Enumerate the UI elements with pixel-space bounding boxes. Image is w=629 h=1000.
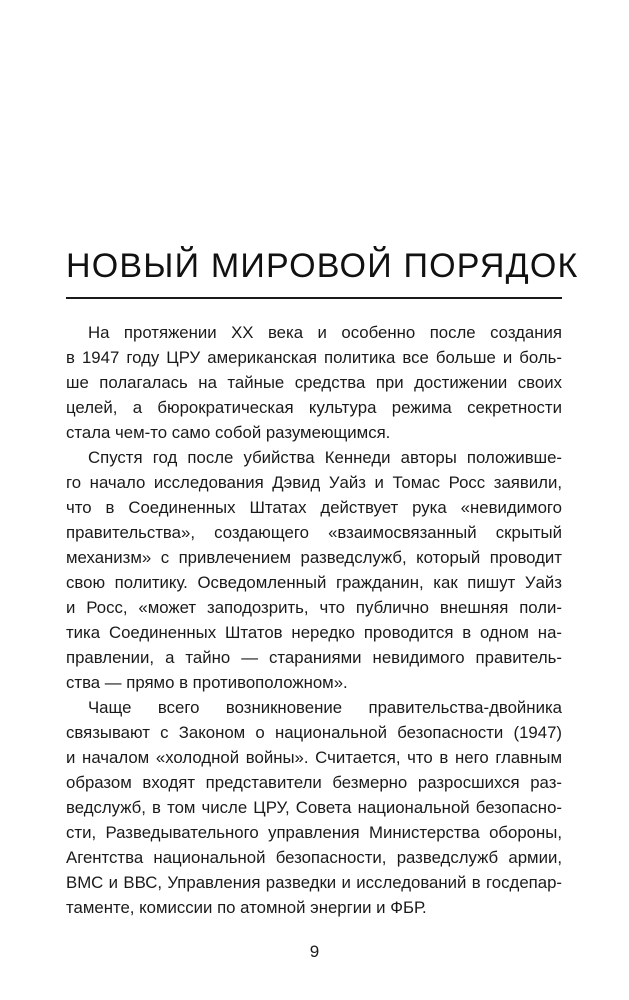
text-line: ства — прямо в противоположном». [66, 673, 348, 692]
paragraph-1 [66, 320, 562, 445]
text-line: На протяжении XX века и особенно после создания [88, 323, 562, 342]
text-line: и Росс, «может заподозрить, что публично внешняя поли- [66, 598, 562, 617]
chapter-title: НОВЫЙ МИРОВОЙ ПОРЯДОК [66, 247, 579, 285]
text-line: таменте, комиссии по атомной энергии и ФБР. [66, 898, 427, 917]
text-line: ведслужб, в том числе ЦРУ, Совета национальной безопасно- [66, 798, 562, 817]
body-text [66, 320, 562, 920]
text-line: правлении, а тайно — стараниями невидимого правитель- [66, 648, 562, 667]
text-line: го начало исследования Дэвид Уайз и Томас Росс заявили, [66, 473, 562, 492]
text-line: правительства», создающего «взаимосвязанный скрытый [66, 523, 562, 542]
text-line: в 1947 году ЦРУ американская политика все больше и боль- [66, 348, 562, 367]
text-line: Спустя год после убийства Кеннеди авторы положивше- [88, 448, 562, 467]
text-line: свою политику. Осведомленный гражданин, как пишут Уайз [66, 573, 562, 592]
text-line: Агентства национальной безопасности, разведслужб армии, [66, 848, 562, 867]
text-line: и началом «холодной войны». Считается, что в него главным [66, 748, 562, 767]
text-line: что в Соединенных Штатах действует рука «невидимого [66, 498, 562, 517]
paragraph-2 [66, 445, 562, 695]
text-line: стала чем-то само собой разумеющимся. [66, 423, 391, 442]
title-divider [66, 297, 562, 299]
text-line: Чаще всего возникновение правительства-двойника [88, 698, 562, 717]
text-line: целей, а бюрократическая культура режима секретности [66, 398, 562, 417]
text-line: сти, Разведывательного управления Министерства обороны, [66, 823, 562, 842]
text-line: ше полагалась на тайные средства при достижении своих [66, 373, 562, 392]
paragraph-3 [66, 695, 562, 920]
text-line: связывают с Законом о национальной безопасности (1947) [66, 723, 562, 742]
text-line: тика Соединенных Штатов нередко проводится в одном на- [66, 623, 562, 642]
text-line: механизм» с привлечением разведслужб, который проводит [66, 548, 562, 567]
text-line: ВМС и ВВС, Управления разведки и исследований в госдепар- [66, 873, 562, 892]
page-number: 9 [309, 942, 320, 961]
text-line: образом входят представители безмерно разросшихся раз- [66, 773, 562, 792]
